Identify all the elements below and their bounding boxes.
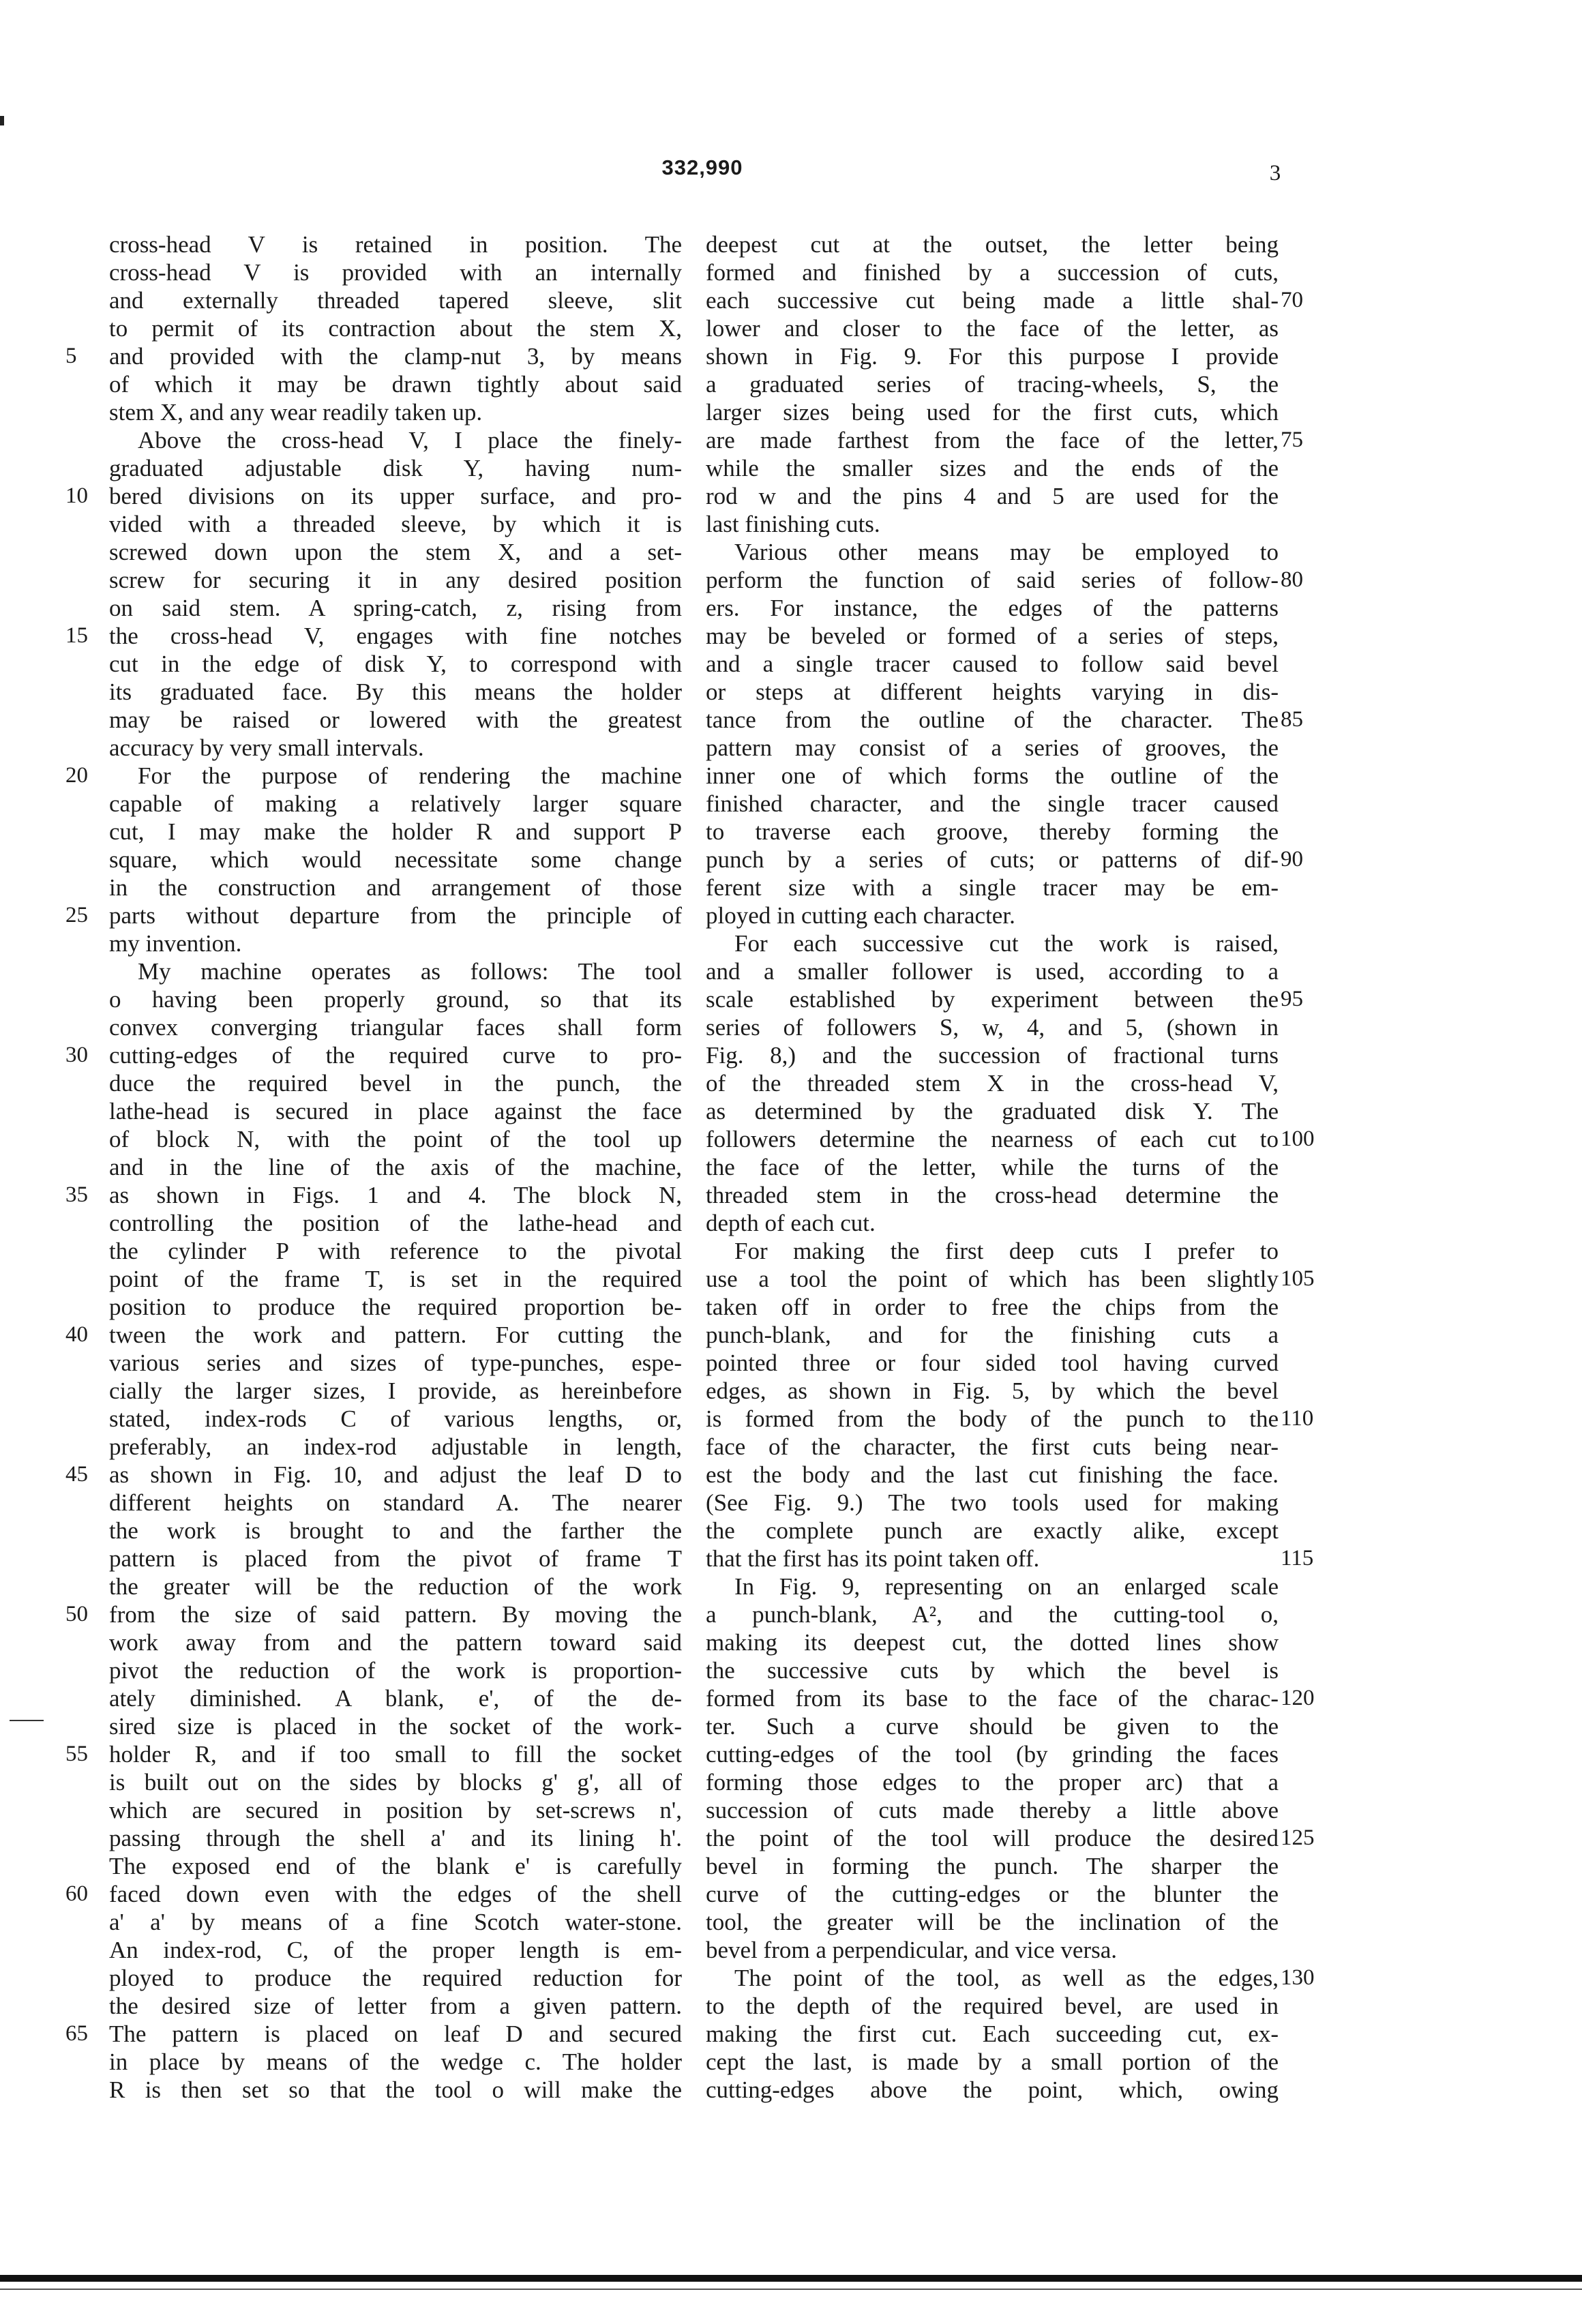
text-line: holder R, and if too small to fill the socket [109, 1741, 682, 1768]
text-line: finished character, and the single tracer caused [706, 790, 1279, 817]
text-line: the cross-head V, engages with fine notches [109, 623, 682, 649]
text-line: ter. Such a curve should be given to the [706, 1713, 1279, 1740]
bottom-rule [0, 2275, 1582, 2282]
text-line: graduated adjustable disk Y, having num- [109, 455, 682, 481]
line-number: 45 [65, 1462, 88, 1487]
text-line: square, which would necessitate some change [109, 846, 682, 873]
text-line: cut in the edge of disk Y, to correspond with [109, 651, 682, 677]
text-line: sired size is placed in the socket of the work- [109, 1713, 682, 1740]
text-line: lathe-head is secured in place against the face [109, 1098, 682, 1124]
text-line: last finishing cuts. [706, 511, 880, 537]
text-line: in the construction and arrangement of those [109, 874, 682, 901]
text-line: preferably, an index-rod adjustable in length, [109, 1433, 682, 1460]
text-line: to the depth of the required bevel, are used in [706, 1993, 1279, 2019]
text-line: pattern is placed from the pivot of frame T [109, 1545, 682, 1572]
text-line: Above the cross-head V, I place the finely- [138, 427, 682, 453]
text-line: to permit of its contraction about the stem X, [109, 315, 682, 342]
text-line: controlling the position of the lathe-head and [109, 1210, 682, 1236]
text-line: while the smaller sizes and the ends of the [706, 455, 1279, 481]
text-line: tance from the outline of the character. The [706, 706, 1279, 733]
text-line: The pattern is placed on leaf D and secured [109, 2021, 682, 2047]
text-line: (See Fig. 9.) The two tools used for making [706, 1489, 1279, 1516]
text-line: is formed from the body of the punch to the [706, 1405, 1279, 1432]
text-line: may be raised or lowered with the greatest [109, 706, 682, 733]
text-line: my invention. [109, 930, 242, 957]
line-number: 110 [1281, 1406, 1314, 1431]
text-line: tool, the greater will be the inclination of the [706, 1909, 1279, 1935]
line-number: 80 [1281, 567, 1303, 592]
text-line: lower and closer to the face of the letter, as [706, 315, 1279, 342]
text-line: point of the frame T, is set in the required [109, 1266, 682, 1292]
text-line: and a smaller follower is used, according to a [706, 958, 1279, 985]
text-line: Various other means may be employed to [734, 539, 1279, 565]
line-number: 105 [1281, 1266, 1315, 1291]
text-line: may be beveled or formed of a series of steps, [706, 623, 1279, 649]
text-line: of which it may be drawn tightly about said [109, 371, 682, 398]
page-number: 3 [1269, 161, 1281, 185]
text-line: R is then set so that the tool o will make the [109, 2076, 682, 2103]
text-line: stem X, and any wear readily taken up. [109, 399, 483, 426]
text-line: pattern may consist of a series of grooves, the [706, 734, 1279, 761]
text-line: the complete punch are exactly alike, except [706, 1517, 1279, 1544]
text-line: use a tool the point of which has been slightly [706, 1266, 1279, 1292]
text-line: cially the larger sizes, I provide, as hereinbefore [109, 1377, 682, 1404]
text-line: bevel from a perpendicular, and vice versa. [706, 1937, 1118, 1963]
text-line: convex converging triangular faces shall form [109, 1014, 682, 1041]
text-line: each successive cut being made a little shal- [706, 287, 1279, 314]
text-line: different heights on standard A. The nearer [109, 1489, 682, 1516]
text-line: curve of the cutting-edges or the blunter the [706, 1881, 1279, 1907]
text-line: accuracy by very small intervals. [109, 734, 424, 761]
text-line: or steps at different heights varying in dis- [706, 679, 1279, 705]
line-number: 90 [1281, 847, 1303, 872]
text-line: deepest cut at the outset, the letter being [706, 231, 1279, 258]
text-line: punch-blank, and for the finishing cuts a [706, 1322, 1279, 1348]
text-line: to traverse each groove, thereby forming the [706, 818, 1279, 845]
text-line: The exposed end of the blank e' is carefully [109, 1853, 682, 1879]
text-line: punch by a series of cuts; or patterns of dif- [706, 846, 1279, 873]
text-line: is built out on the sides by blocks g' g', all of [109, 1769, 682, 1796]
text-line: In Fig. 9, representing on an enlarged scale [734, 1573, 1279, 1600]
text-line: edges, as shown in Fig. 5, by which the bevel [706, 1377, 1279, 1404]
text-line: passing through the shell a' and its lining h'. [109, 1825, 682, 1851]
text-line: a punch-blank, A², and the cutting-tool o, [706, 1601, 1279, 1628]
margin-dash [10, 1720, 44, 1721]
text-line: making its deepest cut, the dotted lines show [706, 1629, 1279, 1656]
line-number: 120 [1281, 1686, 1315, 1710]
text-line: and a single tracer caused to follow said bevel [706, 651, 1279, 677]
text-line: the successive cuts by which the bevel is [706, 1657, 1279, 1684]
text-line: ployed in cutting each character. [706, 902, 1015, 929]
line-number: 25 [65, 903, 88, 927]
text-line: pointed three or four sided tool having curved [706, 1350, 1279, 1376]
left-text-column [109, 230, 682, 2104]
text-line: threaded stem in the cross-head determine the [706, 1182, 1279, 1208]
text-line: in place by means of the wedge c. The holder [109, 2049, 682, 2075]
text-line: For making the first deep cuts I prefer to [734, 1238, 1279, 1264]
text-line: various series and sizes of type-punches, espe- [109, 1350, 682, 1376]
text-line: the greater will be the reduction of the work [109, 1573, 682, 1600]
text-line: followers determine the nearness of each cut to [706, 1126, 1279, 1152]
text-line: o having been properly ground, so that its [109, 986, 682, 1013]
text-line: est the body and the last cut finishing the face. [706, 1461, 1279, 1488]
bottom-rule-thin [0, 2289, 1582, 2290]
text-line: of block N, with the point of the tool up [109, 1126, 682, 1152]
margin-mark [0, 116, 4, 125]
text-line: Fig. 8,) and the succession of fractional turns [706, 1042, 1279, 1069]
line-number: 30 [65, 1043, 88, 1067]
text-line: the face of the letter, while the turns of the [706, 1154, 1279, 1180]
patent-number: 332,990 [661, 155, 743, 179]
text-line: its graduated face. By this means the holder [109, 679, 682, 705]
text-line: screw for securing it in any desired position [109, 567, 682, 593]
text-line: tween the work and pattern. For cutting the [109, 1322, 682, 1348]
text-line: cutting-edges above the point, which, owing [706, 2076, 1279, 2103]
text-line: ers. For instance, the edges of the patterns [706, 595, 1279, 621]
line-number: 70 [1281, 288, 1303, 312]
text-line: bevel in forming the punch. The sharper the [706, 1853, 1279, 1879]
line-number: 15 [65, 623, 88, 648]
text-line: scale established by experiment between the [706, 986, 1279, 1013]
text-line: as determined by the graduated disk Y. The [706, 1098, 1279, 1124]
line-number: 95 [1281, 987, 1303, 1011]
text-line: of the threaded stem X in the cross-head V, [706, 1070, 1279, 1097]
text-line: shown in Fig. 9. For this purpose I provide [706, 343, 1279, 370]
text-line: faced down even with the edges of the shell [109, 1881, 682, 1907]
text-line: An index-rod, C, of the proper length is em- [109, 1937, 682, 1963]
text-line: The point of the tool, as well as the edges, [734, 1965, 1279, 1991]
text-line: ployed to produce the required reduction for [109, 1965, 682, 1991]
text-line: the desired size of letter from a given pattern. [109, 1993, 682, 2019]
line-number: 55 [65, 1742, 88, 1766]
text-line: My machine operates as follows: The tool [138, 958, 682, 985]
text-line: depth of each cut. [706, 1210, 876, 1236]
text-line: which are secured in position by set-screws n', [109, 1797, 682, 1823]
text-line: a graduated series of tracing-wheels, S, the [706, 371, 1279, 398]
line-number: 10 [65, 483, 88, 508]
text-line: ately diminished. A blank, e', of the de- [109, 1685, 682, 1712]
text-line: cross-head V is retained in position. The [109, 231, 682, 258]
text-line: as shown in Fig. 10, and adjust the leaf D to [109, 1461, 682, 1488]
text-line: the point of the tool will produce the desired [706, 1825, 1279, 1851]
text-line: from the size of said pattern. By moving the [109, 1601, 682, 1628]
text-line: For the purpose of rendering the machine [138, 762, 682, 789]
text-line: a' a' by means of a fine Scotch water-stone. [109, 1909, 682, 1935]
line-number: 20 [65, 763, 88, 788]
text-line: larger sizes being used for the first cuts, which [706, 399, 1279, 426]
text-line: and in the line of the axis of the machine, [109, 1154, 682, 1180]
text-line: vided with a threaded sleeve, by which it is [109, 511, 682, 537]
text-line: ferent size with a single tracer may be em- [706, 874, 1279, 901]
text-line: work away from and the pattern toward said [109, 1629, 682, 1656]
text-line: series of followers S, w, 4, and 5, (shown in [706, 1014, 1279, 1041]
text-line: making the first cut. Each succeeding cut, ex- [706, 2021, 1279, 2047]
text-line: on said stem. A spring-catch, z, rising from [109, 595, 682, 621]
line-number: 100 [1281, 1127, 1315, 1151]
text-line: cept the last, is made by a small portion of the [706, 2049, 1279, 2075]
line-number: 60 [65, 1881, 88, 1906]
text-line: and provided with the clamp-nut 3, by means [109, 343, 682, 370]
line-number: 75 [1281, 428, 1303, 452]
text-line: duce the required bevel in the punch, the [109, 1070, 682, 1097]
line-number: 115 [1281, 1546, 1314, 1570]
text-line: cutting-edges of the required curve to pro- [109, 1042, 682, 1069]
text-line: the cylinder P with reference to the pivotal [109, 1238, 682, 1264]
text-line: the work is brought to and the farther the [109, 1517, 682, 1544]
text-line: cutting-edges of the tool (by grinding the faces [706, 1741, 1279, 1768]
text-line: inner one of which forms the outline of the [706, 762, 1279, 789]
text-line: rod w and the pins 4 and 5 are used for the [706, 483, 1279, 509]
line-number: 5 [65, 344, 77, 368]
right-text-column [706, 230, 1279, 2104]
text-line: screwed down upon the stem X, and a set- [109, 539, 682, 565]
text-line: succession of cuts made thereby a little above [706, 1797, 1279, 1823]
text-line: pivot the reduction of the work is proportion- [109, 1657, 682, 1684]
text-line: face of the character, the first cuts being near- [706, 1433, 1279, 1460]
text-line: cross-head V is provided with an internally [109, 259, 682, 286]
text-line: formed from its base to the face of the charac- [706, 1685, 1279, 1712]
text-line: capable of making a relatively larger square [109, 790, 682, 817]
line-number: 125 [1281, 1826, 1315, 1850]
text-line: perform the function of said series of follow- [706, 567, 1279, 593]
line-number: 65 [65, 2021, 88, 2046]
text-line: formed and finished by a succession of cuts, [706, 259, 1279, 286]
text-line: stated, index-rods C of various lengths, or, [109, 1405, 682, 1432]
line-number: 50 [65, 1602, 88, 1626]
text-line: position to produce the required proportion be- [109, 1294, 682, 1320]
text-line: bered divisions on its upper surface, and pro- [109, 483, 682, 509]
text-line: as shown in Figs. 1 and 4. The block N, [109, 1182, 682, 1208]
line-number: 85 [1281, 707, 1303, 732]
text-line: forming those edges to the proper arc) that a [706, 1769, 1279, 1796]
text-line: and externally threaded tapered sleeve, slit [109, 287, 682, 314]
text-line: cut, I may make the holder R and support P [109, 818, 682, 845]
text-line: taken off in order to free the chips from the [706, 1294, 1279, 1320]
text-line: are made farthest from the face of the letter, [706, 427, 1279, 453]
line-number: 40 [65, 1322, 88, 1347]
line-number: 130 [1281, 1965, 1315, 1990]
text-line: parts without departure from the principle of [109, 902, 682, 929]
line-number: 35 [65, 1182, 88, 1207]
text-line: For each successive cut the work is raised, [734, 930, 1279, 957]
text-line: that the first has its point taken off. [706, 1545, 1040, 1572]
